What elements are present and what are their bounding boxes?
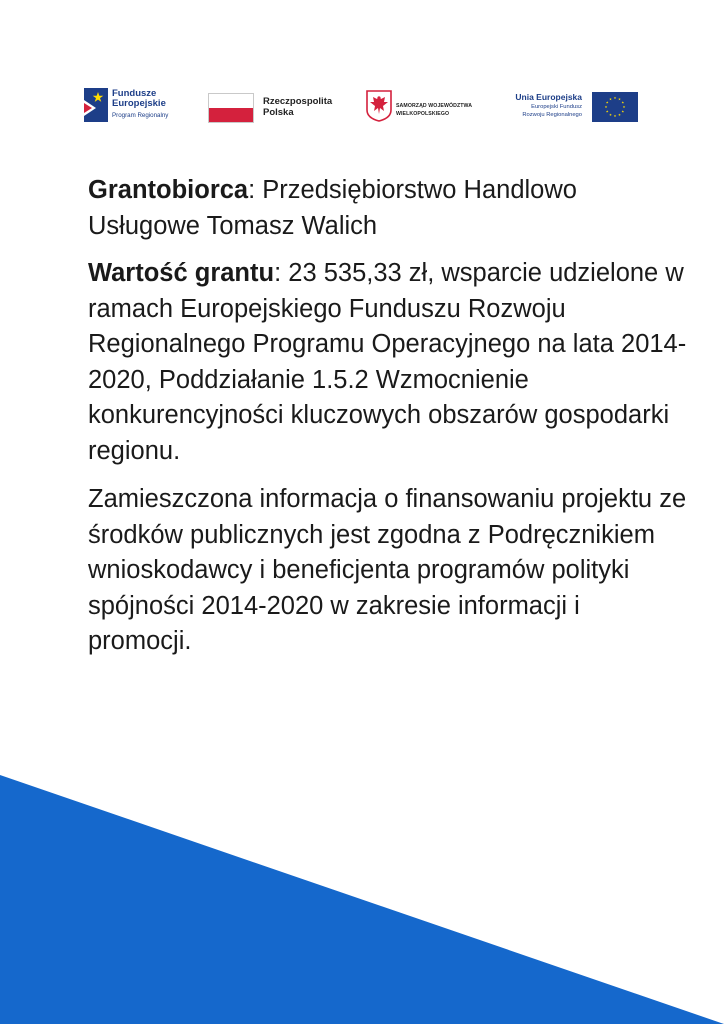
- samorzad-line2: WIELKOPOLSKIEGO: [396, 111, 450, 117]
- fundusze-europejskie-emblem-icon: [84, 88, 108, 122]
- grant-separator: :: [248, 176, 256, 204]
- value-label: Wartość grantu: [88, 259, 275, 287]
- eagle-crest-icon: [366, 90, 392, 122]
- value-separator: :: [274, 259, 282, 287]
- fundusze-line3: Program Regionalny: [112, 112, 169, 119]
- fundusze-line1: Fundusze: [112, 88, 157, 99]
- fundusze-europejskie-logo: [84, 82, 194, 128]
- polish-flag-icon: [208, 93, 254, 123]
- value-paragraph: [88, 256, 688, 469]
- rzeczpospolita-line1: Rzeczpospolita: [263, 96, 333, 107]
- unia-europejska-logo: [500, 82, 640, 128]
- grant-paragraph: [88, 173, 688, 244]
- grant-value: Przedsiębiorstwo Handlowo Usługowe Tomasz Walich: [88, 176, 577, 240]
- info-paragraph: Zamieszczona informacja o finansowaniu projektu ze środków publicznych jest zgodna z Podręcznikiem wnioskodawcy i beneficjenta programów polityki spójności 2014-2020 w zakresie informacji i promocji.: [88, 485, 687, 655]
- rzeczpospolita-line2: Polska: [263, 107, 294, 118]
- unia-line3: Rozwoju Regionalnego: [522, 112, 582, 118]
- grant-label: Grantobiorca: [88, 176, 249, 204]
- samorzad-line1: SAMORZĄD WOJEWÓDZTWA: [396, 103, 473, 109]
- content: [88, 173, 688, 660]
- eu-flag-icon: [592, 92, 638, 122]
- unia-line2: Europejski Fundusz: [531, 104, 582, 110]
- rzeczpospolita-polska-logo: [208, 82, 348, 128]
- unia-line1: Unia Europejska: [515, 92, 582, 102]
- fundusze-line2: Europejskie: [112, 98, 166, 109]
- value-text: 23 535,33 zł, wsparcie udzielone w ramach Europejskiego Funduszu Rozwoju Regionalnego Programu Operacyjnego na lata 2014-2020, Poddziałanie 1.5.2 Wzmocnienie konkurencyjności kluczowych obszarów gospodarki regionu.: [88, 259, 687, 465]
- samorzad-wojewodztwa-logo: [366, 82, 476, 128]
- logo-bar: [84, 82, 640, 128]
